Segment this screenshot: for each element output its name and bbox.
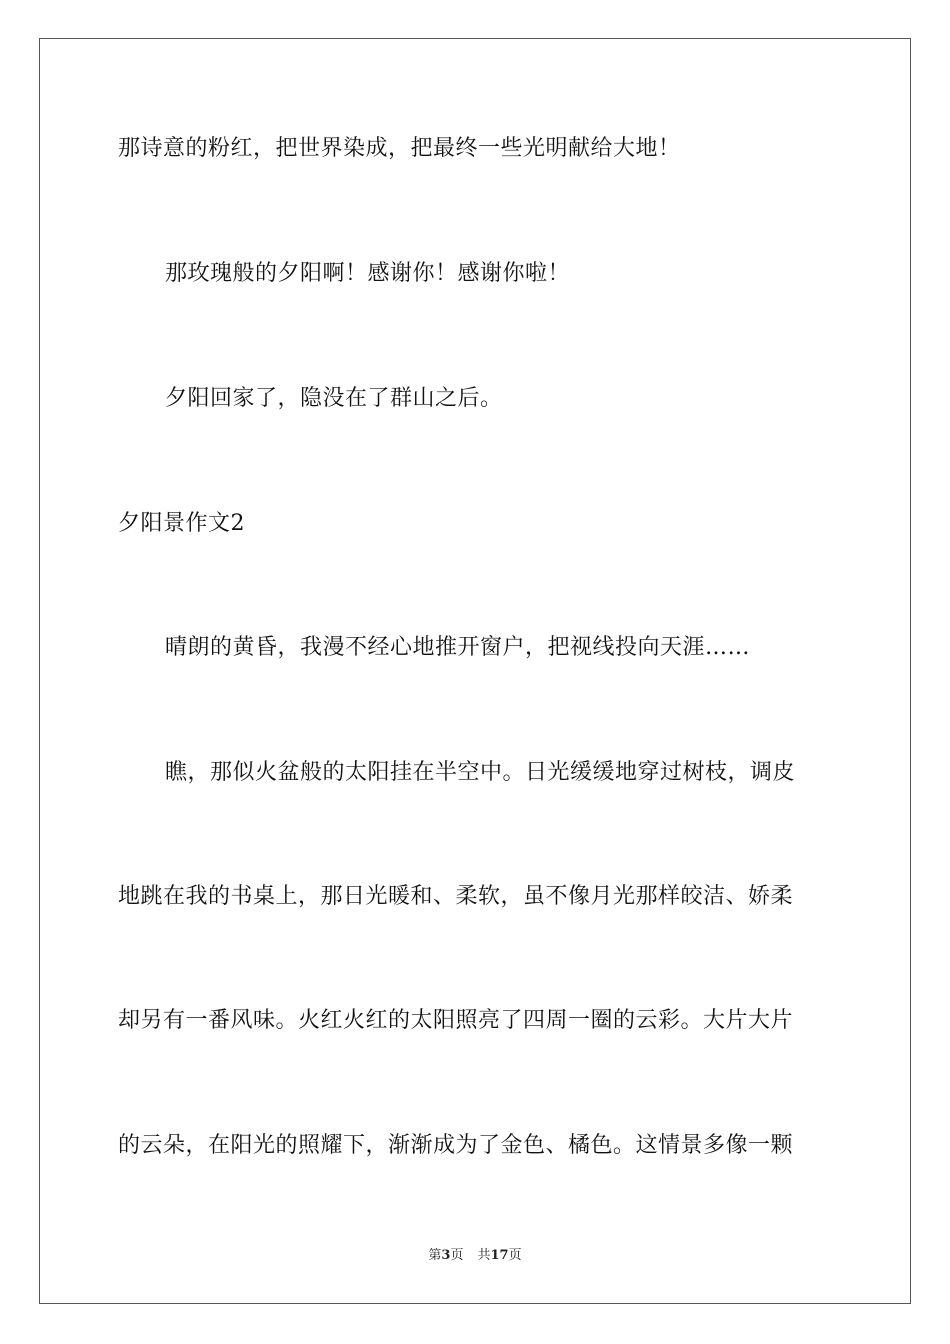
text-line-9: 的云朵，在阳光的照耀下，渐渐成为了金色、橘色。这情景多像一颗 xyxy=(118,1133,794,1158)
text-line-5: 晴朗的黄昏，我漫不经心地推开窗户，把视线投向天涯…… xyxy=(165,635,751,660)
text-line-2: 那玫瑰般的夕阳啊！感谢你！感谢你啦！ xyxy=(165,261,571,286)
page-number: 3 xyxy=(441,1248,451,1263)
text-line-6: 瞧，那似火盆般的太阳挂在半空中。日光缓缓地穿过树枝，调皮 xyxy=(165,760,796,785)
page-suffix: 页 xyxy=(450,1248,464,1263)
text-line-7: 地跳在我的书桌上，那日光暖和、柔软，虽不像月光那样皎洁、娇柔 xyxy=(118,884,794,909)
total-pages: 17 xyxy=(490,1248,509,1263)
page-footer xyxy=(0,1248,950,1264)
page-frame xyxy=(39,38,911,1304)
section-heading: 夕阳景作文2 xyxy=(118,511,245,536)
text-line-3: 夕阳回家了，隐没在了群山之后。 xyxy=(165,386,503,411)
total-prefix: 共 xyxy=(477,1248,491,1263)
page-prefix: 第 xyxy=(428,1248,442,1263)
text-line-8: 却另有一番风味。火红火红的太阳照亮了四周一圈的云彩。大片大片 xyxy=(118,1008,794,1033)
total-suffix: 页 xyxy=(508,1248,522,1263)
text-line-1: 那诗意的粉红，把世界染成，把最终一些光明献给大地！ xyxy=(118,136,681,161)
